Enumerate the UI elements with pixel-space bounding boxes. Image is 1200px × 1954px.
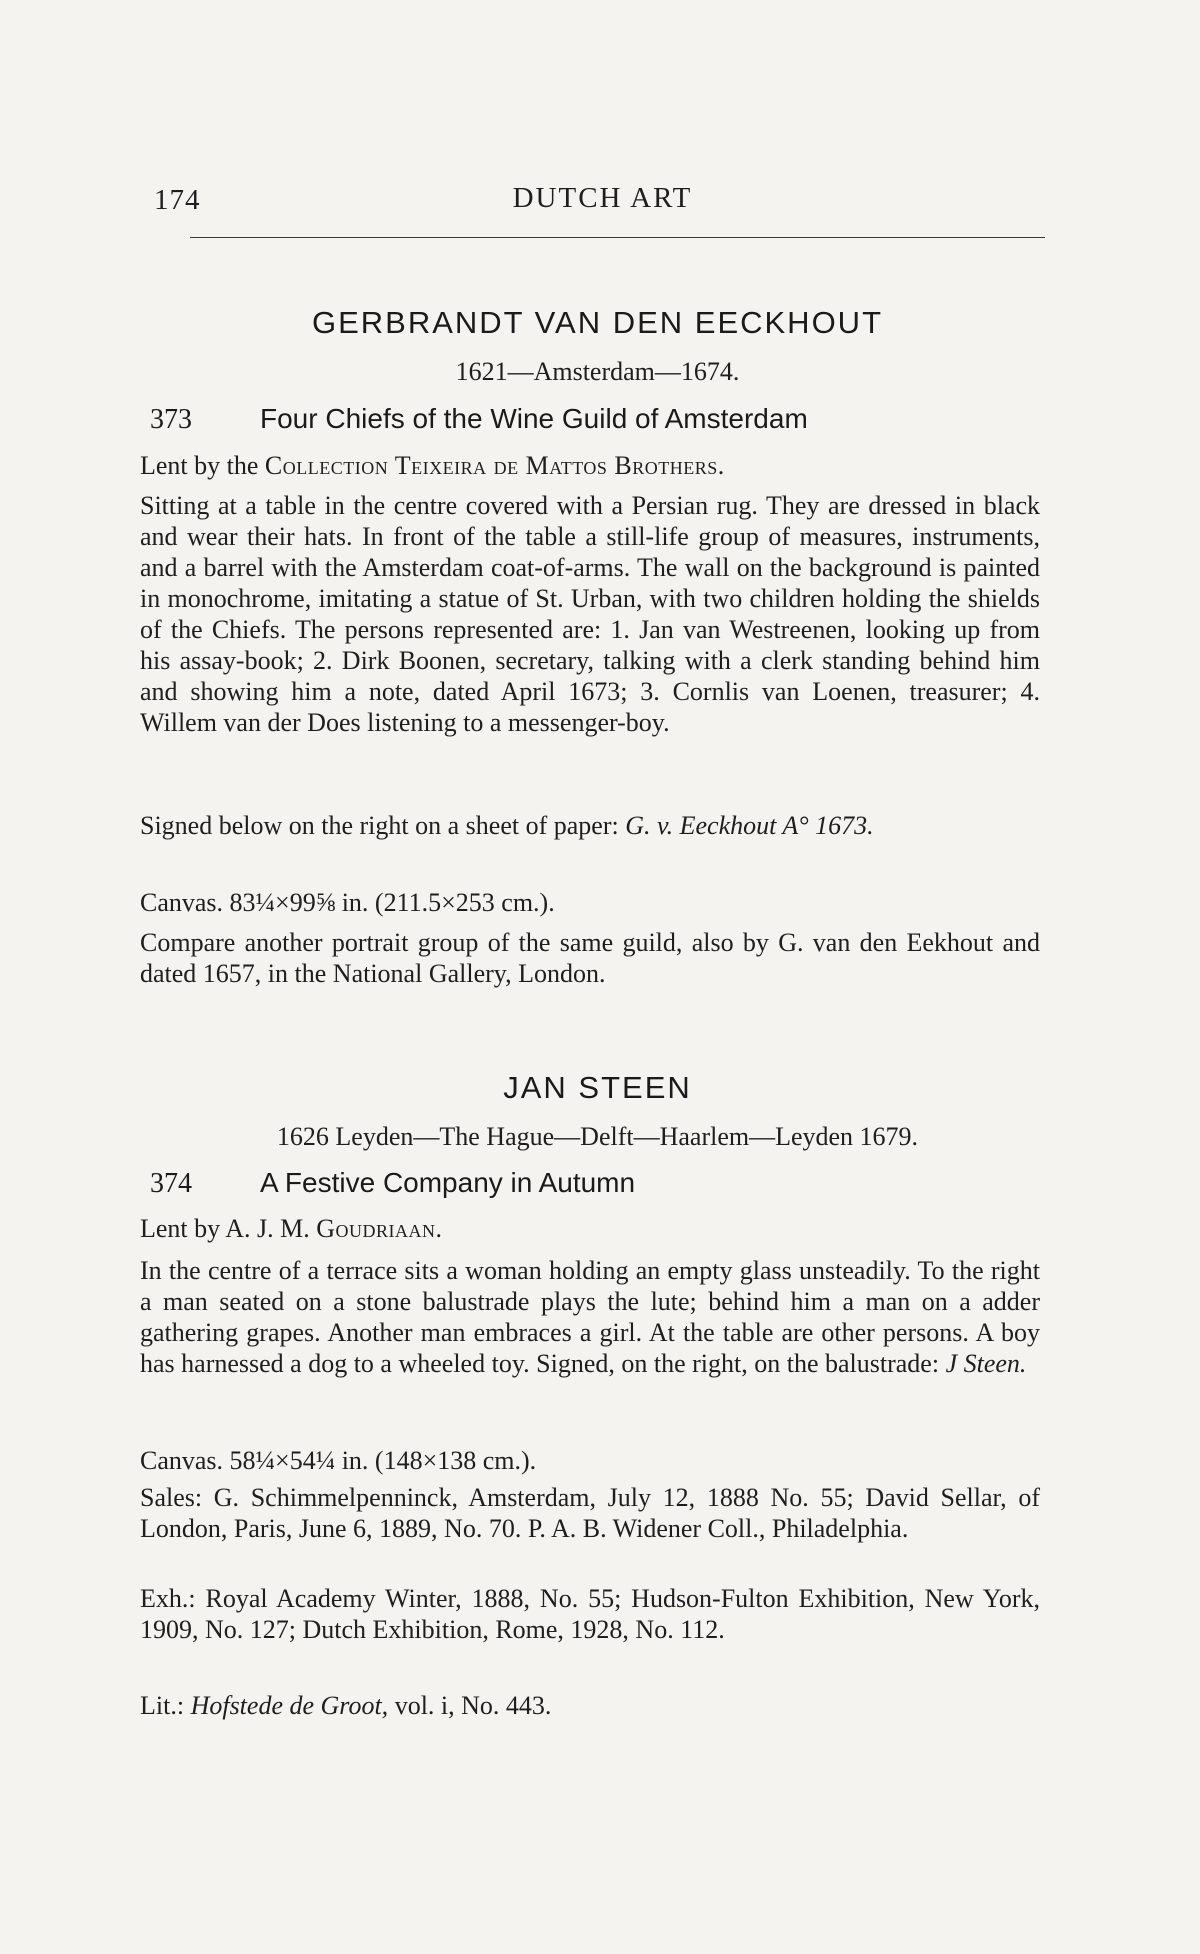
artwork-title: Four Chiefs of the Wine Guild of Amsterdam — [260, 403, 808, 434]
page-number: 174 — [154, 184, 201, 216]
catalogue-entry-heading — [150, 1167, 1045, 1200]
signature-note: Signed below on the right on a sheet of paper: G. v. Eeckhout A° 1673. — [140, 811, 874, 840]
literature-author: Hofstede de Groot, — [190, 1691, 389, 1720]
lender-name: Goudriaan. — [316, 1214, 443, 1243]
artwork-description: Sitting at a table in the centre covered with a Persian rug. They are dressed in black and wear their hats. In front of the table a still-life group of measures, instruments, and a barrel with the Amsterdam coat-of-arms. The wall on the background is painted in monochrome, imitating a statue of St. Urban, with two children holding the shields of the Chiefs. The persons represented are: 1. Jan van Westreenen, looking up from his assay-book; 2. Dirk Boonen, secretary, talking with a clerk standing behind him and showing him a note, dated April 1673; 3. Cornlis van Loenen, treasurer; 4. Willem van der Does listening to a messenger-boy. — [140, 491, 1040, 737]
comparison-note: Compare another portrait group of the same guild, also by G. van den Eekhout and dated 1657, in the National Gallery, London. — [140, 928, 1040, 988]
artist-dates: 1626 Leyden—The Hague—Delft—Haarlem—Leyden 1679. — [276, 1122, 919, 1151]
lender-name: Collection Teixeira de Mattos Brothers. — [264, 451, 725, 480]
artwork-title: A Festive Company in Autumn — [260, 1167, 636, 1198]
signature-text: J Steen. — [945, 1349, 1027, 1378]
lender-line: Lent by A. J. M. Goudriaan. — [140, 1214, 443, 1243]
catalogue-number: 373 — [150, 404, 192, 435]
running-title: DUTCH ART — [512, 182, 693, 214]
catalogue-number: 374 — [150, 1168, 192, 1199]
artist-name: GERBRANDT VAN DEN EECKHOUT — [311, 305, 884, 340]
artist-name: JAN STEEN — [503, 1070, 692, 1105]
exhibition-history: Exh.: Royal Academy Winter, 1888, No. 55; Hudson-Fulton Exhibition, New York, 1909, No. 127; Dutch Exhibition, Rome, 1928, No. 112. — [140, 1584, 1040, 1644]
catalogue-entry-heading — [150, 403, 1045, 436]
running-head — [150, 180, 1045, 222]
artist-dates: 1621—Amsterdam—1674. — [455, 357, 740, 386]
signature-text: G. v. Eeckhout A° 1673. — [625, 811, 874, 840]
artwork-description: In the centre of a terrace sits a woman holding an empty glass unsteadily. To the right a man seated on a stone balustrade plays the lute; behind him a man on a adder gathering grapes. Another man embraces a girl. At the table are other persons. A boy has harnessed a dog to a wheeled toy. Signed, on the right, on the balustrade: J Steen. — [140, 1256, 1040, 1378]
sales-history: Sales: G. Schimmelpenninck, Amsterdam, July 12, 1888 No. 55; David Sellar, of London, Paris, June 6, 1889, No. 70. P. A. B. Widener Coll., Philadelphia. — [140, 1483, 1040, 1543]
literature-reference: Lit.: Hofstede de Groot, vol. i, No. 443. — [140, 1691, 552, 1720]
header-rule — [190, 237, 1045, 238]
dimensions: Canvas. 58¼×54¼ in. (148×138 cm.). — [140, 1446, 537, 1475]
dimensions: Canvas. 83¼×99⅝ in. (211.5×253 cm.). — [140, 888, 555, 917]
lender-line: Lent by the Collection Teixeira de Mattos Brothers. — [140, 451, 725, 480]
